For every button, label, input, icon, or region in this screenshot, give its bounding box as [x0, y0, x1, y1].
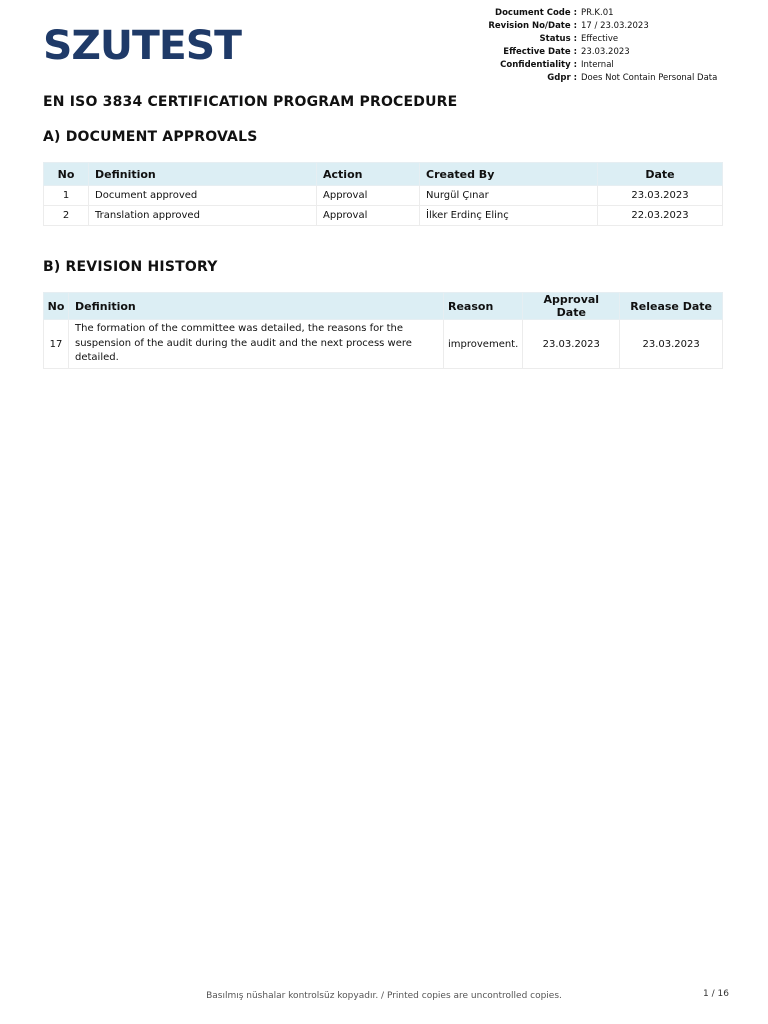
- table-header-row: [44, 293, 723, 320]
- approvals-section-title: A) DOCUMENT APPROVALS: [43, 129, 258, 145]
- meta-revision: [430, 20, 730, 33]
- meta-document-code: [430, 7, 730, 20]
- revision-history-section-title: B) REVISION HISTORY: [43, 259, 218, 275]
- cell-no: 17: [44, 320, 69, 369]
- column-header-release-date: Release Date: [620, 293, 723, 320]
- table-header-row: [44, 163, 723, 186]
- cell-definition: Translation approved: [89, 206, 317, 226]
- meta-value: Does Not Contain Personal Data: [581, 73, 718, 83]
- footer-note: Basılmış nüshalar kontrolsüz kopyadır. / Printed copies are uncontrolled copies.: [206, 991, 562, 1001]
- column-header-no: No: [44, 293, 69, 320]
- cell-no: 1: [44, 186, 89, 206]
- document-title: EN ISO 3834 CERTIFICATION PROGRAM PROCEDURE: [43, 94, 458, 110]
- meta-value: 17 / 23.03.2023: [581, 21, 649, 31]
- meta-value: 23.03.2023: [581, 47, 630, 57]
- column-header-date: Date: [598, 163, 723, 186]
- cell-definition: Document approved: [89, 186, 317, 206]
- cell-created-by: İlker Erdinç Elinç: [420, 206, 598, 226]
- meta-effective-date: [430, 46, 730, 59]
- table-row: [44, 320, 723, 369]
- revision-history-table: [43, 292, 723, 369]
- page-number: 1 / 16: [703, 989, 729, 999]
- cell-action: Approval: [317, 206, 420, 226]
- document-meta: [430, 7, 730, 85]
- meta-gdpr: [430, 72, 730, 85]
- column-header-action: Action: [317, 163, 420, 186]
- cell-approval-date: 23.03.2023: [523, 320, 620, 369]
- cell-created-by: Nurgül Çınar: [420, 186, 598, 206]
- meta-label: Revision No/Date :: [488, 21, 577, 31]
- column-header-definition: Definition: [69, 293, 444, 320]
- column-header-approval-date: Approval Date: [523, 293, 620, 320]
- cell-date: 22.03.2023: [598, 206, 723, 226]
- column-header-definition: Definition: [89, 163, 317, 186]
- column-header-created-by: Created By: [420, 163, 598, 186]
- column-header-reason: Reason: [444, 293, 523, 320]
- cell-release-date: 23.03.2023: [620, 320, 723, 369]
- cell-date: 23.03.2023: [598, 186, 723, 206]
- cell-definition: The formation of the committee was detailed, the reasons for the suspension of the audit during the audit and the next process were detailed.: [69, 320, 444, 369]
- meta-label: Gdpr :: [547, 73, 577, 83]
- cell-action: Approval: [317, 186, 420, 206]
- meta-value: Effective: [581, 34, 619, 44]
- meta-label: Effective Date :: [503, 47, 577, 57]
- meta-status: [430, 33, 730, 46]
- meta-label: Confidentiality :: [500, 60, 577, 70]
- table-row: [44, 186, 723, 206]
- column-header-no: No: [44, 163, 89, 186]
- approvals-table: [43, 162, 723, 226]
- meta-value: PR.K.01: [581, 8, 614, 18]
- szutest-logo: SZUTEST: [43, 23, 241, 69]
- meta-value: Internal: [581, 60, 614, 70]
- meta-label: Status :: [539, 34, 577, 44]
- cell-no: 2: [44, 206, 89, 226]
- meta-label: Document Code :: [495, 8, 577, 18]
- cell-reason: improvement.: [444, 320, 523, 369]
- meta-confidentiality: [430, 59, 730, 72]
- table-row: [44, 206, 723, 226]
